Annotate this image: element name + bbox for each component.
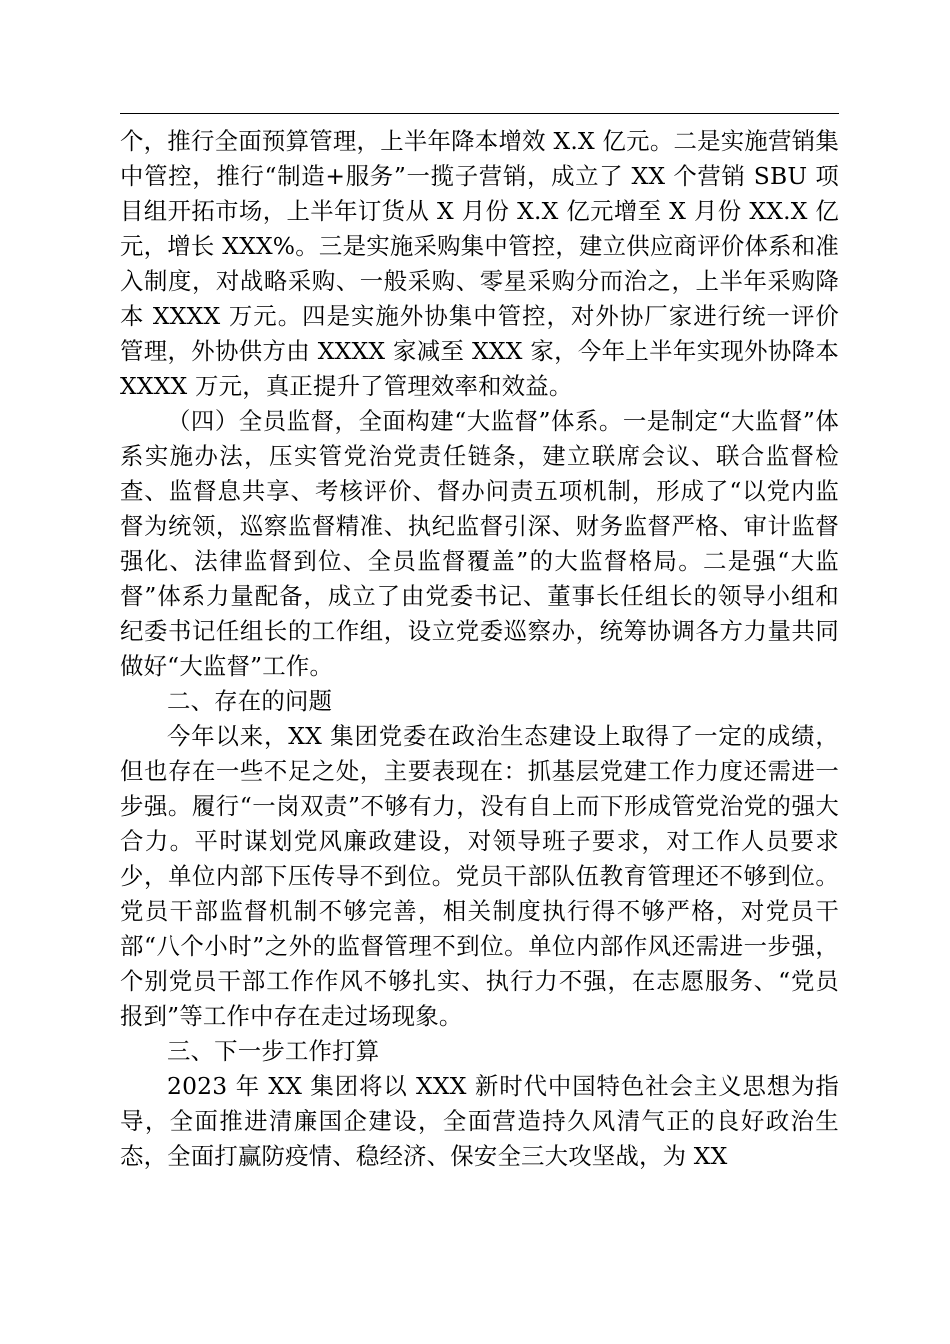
paragraph-continued: 个，推行全面预算管理，上半年降本增效 X.X 亿元。二是实施营销集中管控，推行“制造+服务”一揽子营销，成立了 XX 个营销 SBU 项目组开拓市场，上半年订货从 X 月份 X.X 亿元增至 X 月份 XX.X 亿元，增长 XXX%。三是实施采购集中管控，建立供应商评价体系和准入制度，对战略采购、一般采购、零星采购分而治之，上半年采购降本 XXXX 万元。四是实施外协集中管控，对外协厂家进行统一评价管理，外协供方由 XXXX 家减至 XXX 家，今年上半年实现外协降本 XXXX 万元，真正提升了管理效率和效益。 [120, 127, 839, 400]
paragraph-next-steps: 2023 年 XX 集团将以 XXX 新时代中国特色社会主义思想为指导，全面推进清廉国企建设，全面营造持久风清气正的良好政治生态，全面打赢防疫情、稳经济、保安全三大攻坚战，为 XX [120, 1072, 839, 1170]
header-rule [120, 113, 839, 114]
paragraph-supervision: （四）全员监督，全面构建“大监督”体系。一是制定“大监督”体系实施办法，压实管党治党责任链条，建立联席会议、联合监督检查、监督息共享、考核评价、督办问责五项机制，形成了“以党内监督为统领，巡察监督精准、执纪监督引深、财务监督严格、审计监督强化、法律监督到位、全员监督覆盖”的大监督格局。二是强“大监督”体系力量配备，成立了由党委书记、董事长任组长的领导小组和纪委书记任组长的工作组，设立党委巡察办，统筹协调各方力量共同做好“大监督”工作。 [120, 407, 839, 680]
paragraph-problems: 今年以来，XX 集团党委在政治生态建设上取得了一定的成绩，但也存在一些不足之处，主要表现在：抓基层党建工作力度还需进一步强。履行“一岗双责”不够有力，没有自上而下形成管党治党的强大合力。平时谋划党风廉政建设，对领导班子要求，对工作人员要求少，单位内部下压传导不到位。党员干部队伍教育管理还不够到位。党员干部监督机制不够完善，相关制度执行得不够严格，对党员干部“八个小时”之外的监督管理不到位。单位内部作风还需进一步强，个别党员干部工作作风不够扎实、执行力不强，在志愿服务、“党员报到”等工作中存在走过场现象。 [120, 722, 839, 1030]
section-heading-next-steps: 三、下一步工作打算 [167, 1037, 380, 1065]
section-heading-problems: 二、存在的问题 [167, 687, 333, 715]
document-body [120, 124, 839, 1174]
